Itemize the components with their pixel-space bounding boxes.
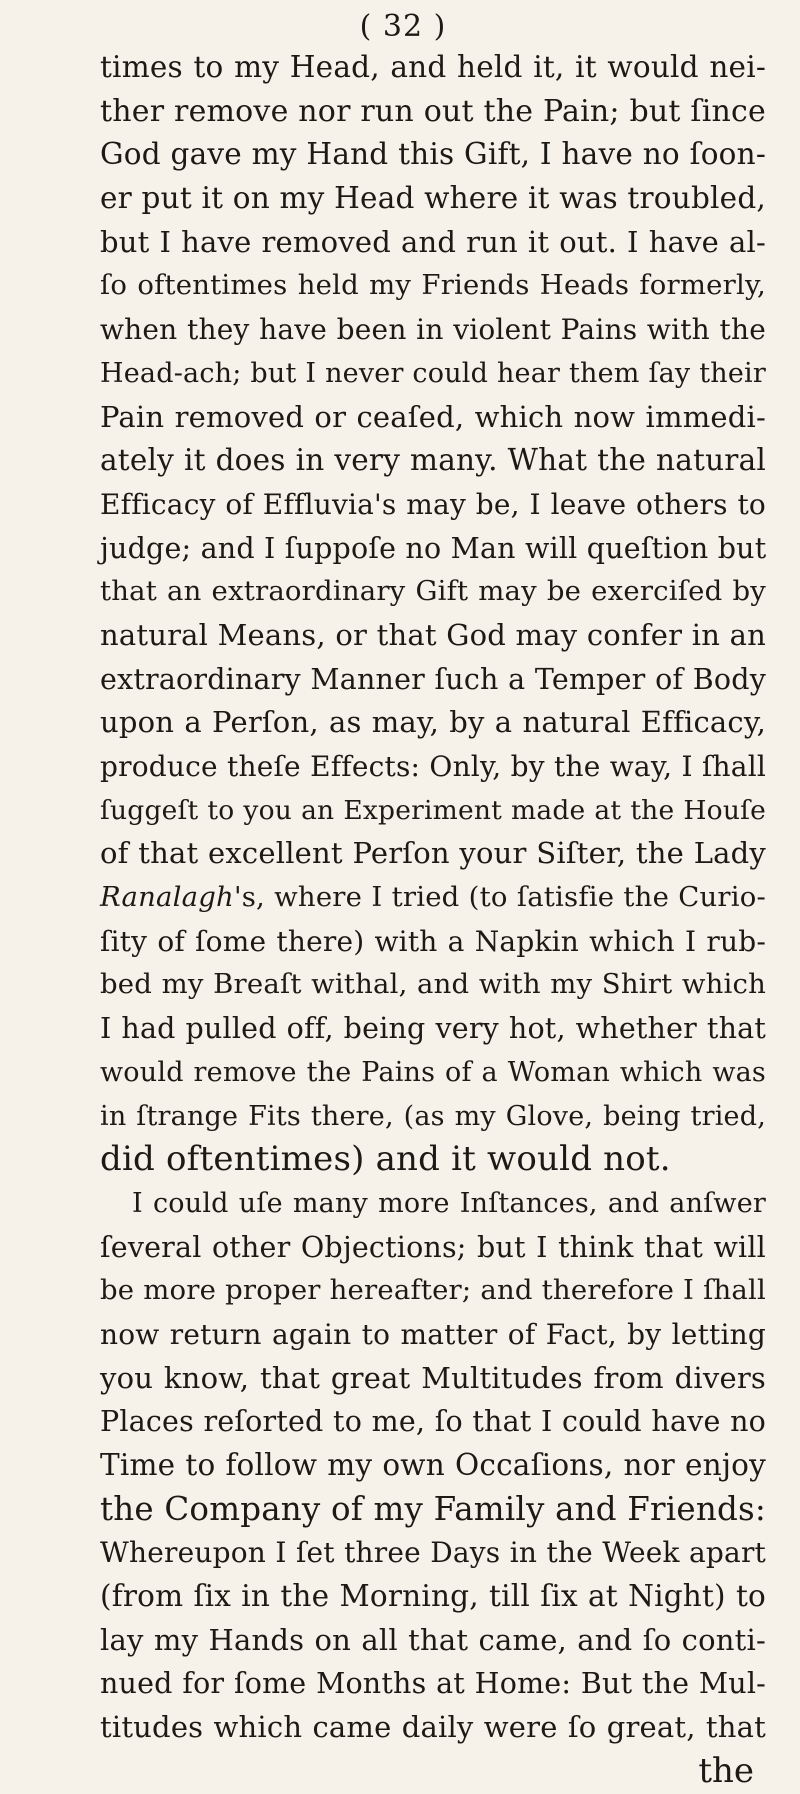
text-line: I had pulled off, being very hot, whether that [100,1012,766,1046]
text-line: Places reſorted to me, ſo that I could have no [100,1405,766,1439]
text-line: God gave my Hand this Gift, I have no ſoon- [100,137,766,172]
text-line: now return again to matter of Fact, by letting [100,1317,766,1351]
text-line: lay my Hands on all that came, and ſo conti- [100,1622,766,1657]
text-line: Efficacy of Effluvia's may be, I leave others to [100,487,766,521]
text-line: upon a Perſon, as may, by a natural Efficacy, [100,705,766,740]
text-line: that an extraordinary Gift may be exerciſed by [100,575,766,608]
text-line: ately it does in very many. What the natural [100,443,766,478]
text-line: Head-ach; but I never could hear them ſay their [100,357,766,389]
text-line: judge; and I ſuppoſe no Man will queſtion but [100,531,767,565]
text-line: times to my Head, and held it, it would nei- [100,50,766,84]
text-line: I could uſe many more Inſtances, and anſwer [132,1187,766,1219]
text-line: be more proper hereafter; and therefore I ſhall [100,1274,766,1307]
text-line: nued for ſome Months at Home: But the Mul- [100,1667,766,1701]
body-text [100,46,766,1794]
text-line: natural Means, or that God may confer in an [100,617,766,652]
text-line: (from ſix in the Morning, till ſix at Night) to [100,1579,766,1614]
text-line: produce theſe Effects: Only, by the way, I ſhall [100,750,766,783]
text-line: ſity of ſome there) with a Napkin which I rub- [100,924,766,958]
text-line: Ranalagh's, where I tried (to ſatisfie the Curio- [100,881,766,914]
text-line: ſeveral other Objections; but I think that will [100,1230,766,1264]
text-line: when they have been in violent Pains with the [100,313,766,347]
text-line: er put it on my Head where it was troubled, [100,181,766,216]
text-line: Whereupon I ſet three Days in the Week apart [100,1536,766,1570]
text-line: you know, that great Multitudes from divers [100,1360,766,1395]
page-number: ( 32 ) [359,9,447,44]
text-line: in ſtrange Fits there, (as my Glove, being tried, [100,1100,766,1132]
text-line: Time to follow my own Occaſions, nor enjoy [100,1448,766,1482]
text-line: of that excellent Perſon your Siſter, the Lady [100,836,766,871]
text-line: ſo oftentimes held my Friends Heads formerly, [100,269,766,302]
text-line: ther remove nor run out the Pain; but ſince [100,93,766,129]
text-line: extraordinary Manner ſuch a Temper of Body [100,662,766,696]
text-line: titudes which came daily were ſo great, that [100,1710,766,1745]
text-line: would remove the Pains of a Woman which was [100,1056,766,1088]
text-line: ſuggeſt to you an Experiment made at the Houſe [100,794,766,826]
text-line: Pain removed or ceaſed, which now immedi- [100,399,766,434]
text-line: bed my Breaſt withal, and with my Shirt which [100,968,766,1001]
text-line: did oftentimes) and it would not. [100,1139,671,1180]
catchword: the [698,1750,754,1791]
text-line: the Company of my Family and Friends: [100,1489,766,1528]
text-line: but I have removed and run it out. I have al- [100,224,766,259]
italic-name: Ranalagh [100,881,234,914]
